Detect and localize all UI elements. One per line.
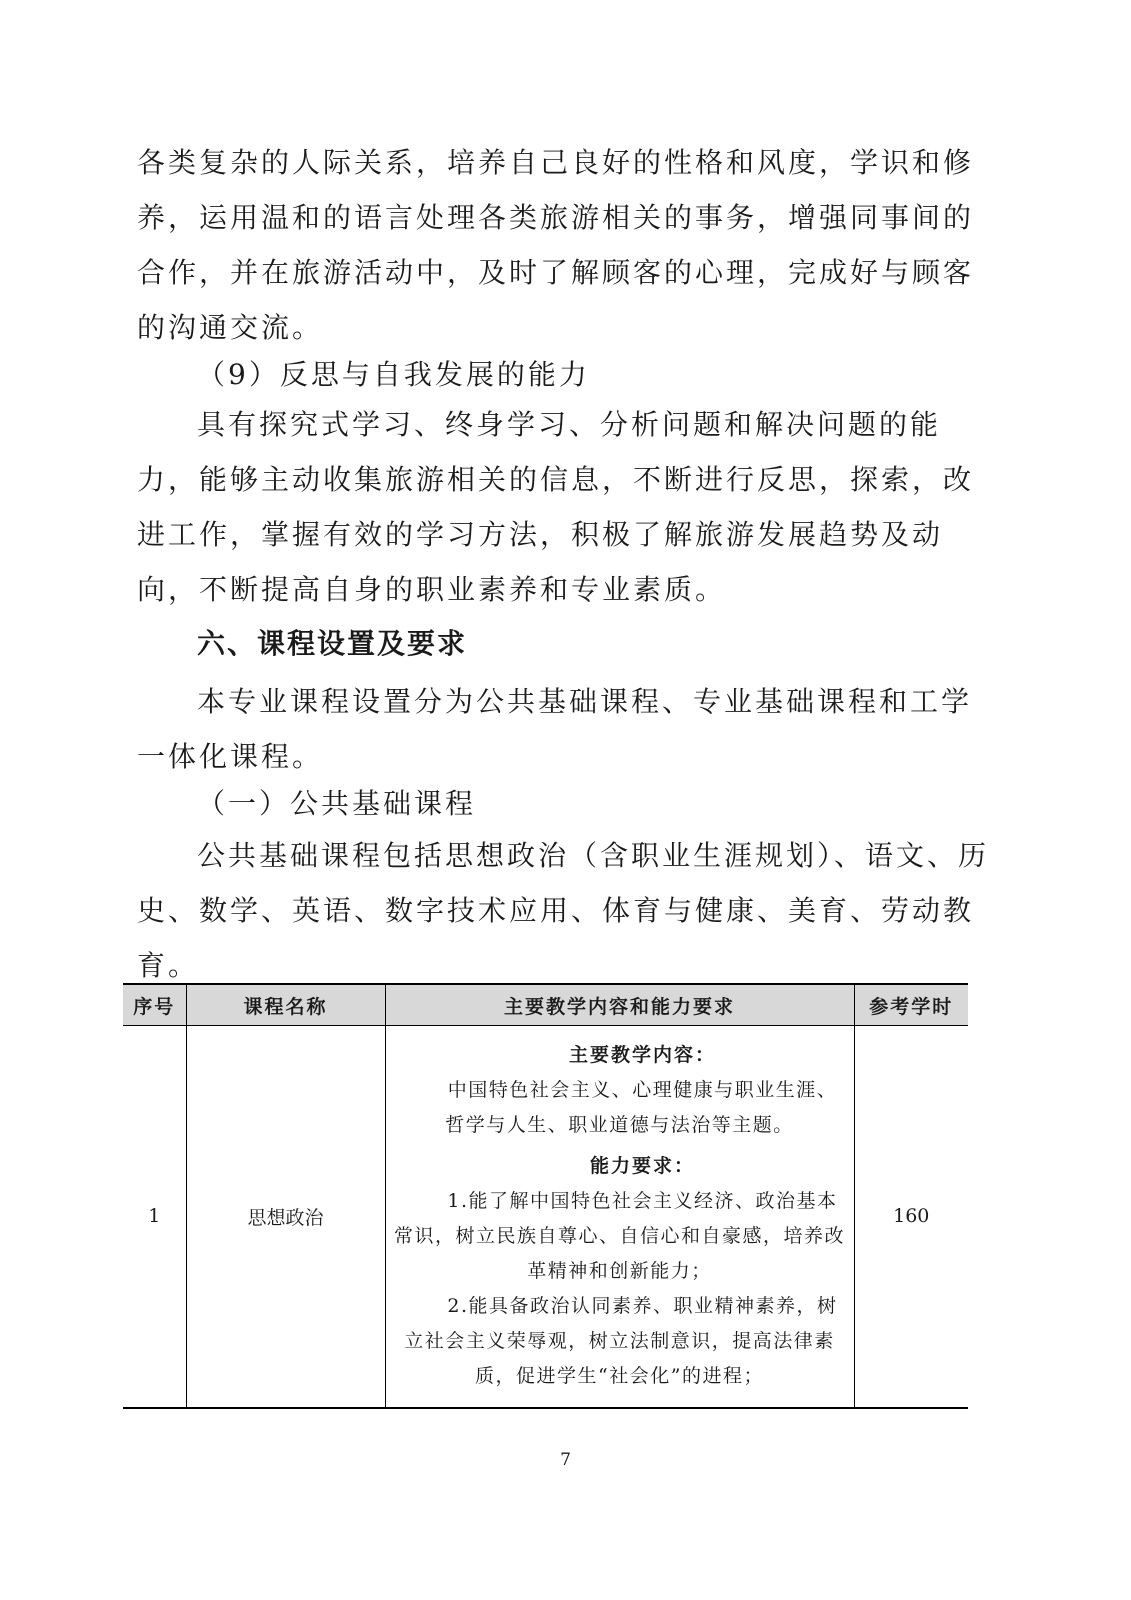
page-number: 7 xyxy=(560,1450,571,1470)
row-course-name: 思想政治 xyxy=(186,1026,385,1408)
paragraph-course-overview: 本专业课程设置分为公共基础课程、专业基础课程和工学一体化课程。 xyxy=(137,685,973,773)
section-heading-courses: 六、课程设置及要求 xyxy=(197,627,468,660)
content-text: 中国特色社会主义、心理健康与职业生涯、哲学与人生、职业道德与法治等主题。 xyxy=(445,1079,838,1137)
header-hours: 参考学时 xyxy=(854,984,968,1026)
ability-label: 能力要求： xyxy=(589,1155,695,1178)
header-course-name: 课程名称 xyxy=(186,984,385,1026)
row-hours: 160 xyxy=(854,1026,968,1408)
table-row xyxy=(123,1026,968,1408)
header-content: 主要教学内容和能力要求 xyxy=(385,984,854,1026)
content-label: 主要教学内容： xyxy=(568,1044,716,1067)
paragraph-public-courses: 公共基础课程包括思想政治（含职业生涯规划）、语文、历史、数学、英语、数字技术应用、体育与健康、美育、劳动教育。 xyxy=(137,839,990,982)
course-table xyxy=(123,983,968,1409)
ability-item-2: 2.能具备政治认同素养、职业精神素养，树立社会主义荣辱观，树立法制意识，提高法律素质，促进学生“社会化”的进程； xyxy=(404,1295,838,1388)
row-index: 1 xyxy=(123,1026,186,1408)
ability-item-1: 1.能了解中国特色社会主义经济、政治基本常识，树立民族自尊心、自信心和自豪感，培养改革精神和创新能力； xyxy=(393,1190,845,1283)
subheading-reflection: （9）反思与自我发展的能力 xyxy=(197,358,590,391)
row-content xyxy=(385,1026,854,1408)
paragraph-interpersonal: 各类复杂的人际关系，培养自己良好的性格和风度，学识和修养，运用温和的语言处理各类旅游相关的事务，增强同事间的合作，并在旅游活动中，及时了解顾客的心理，完成好与顾客的沟通交流。 xyxy=(137,146,975,344)
paragraph-reflection: 具有探究式学习、终身学习、分析问题和解决问题的能力，能够主动收集旅游相关的信息，不断进行反思，探索，改进工作，掌握有效的学习方法，积极了解旅游发展趋势及动向，不断提高自身的职业素养和专业素质。 xyxy=(137,408,975,606)
subheading-public-courses: （一）公共基础课程 xyxy=(197,787,477,820)
table-header-row xyxy=(123,984,968,1026)
header-index: 序号 xyxy=(123,984,186,1026)
